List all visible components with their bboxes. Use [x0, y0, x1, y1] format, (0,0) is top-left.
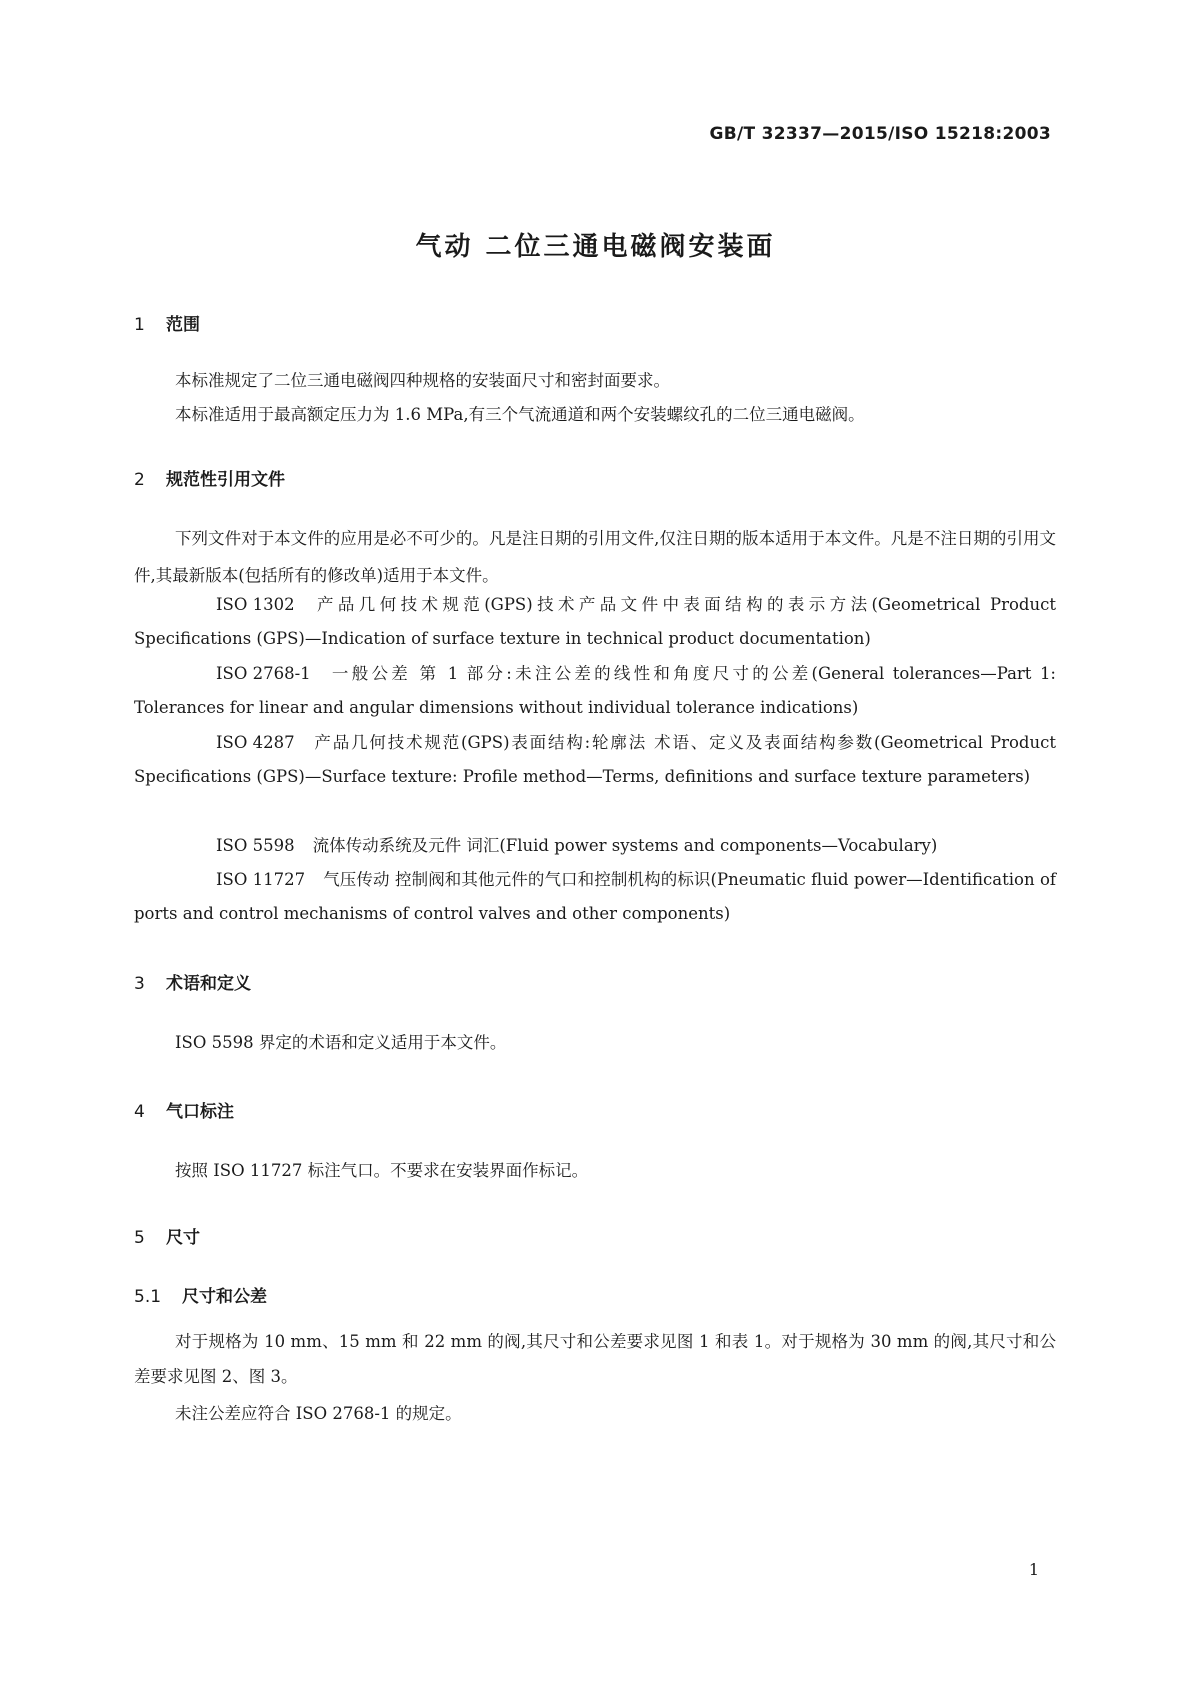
reference-code: ISO 4287: [216, 733, 295, 752]
section-1-paragraph-1: 本标准规定了二位三通电磁阀四种规格的安装面尺寸和密封面要求。: [175, 371, 670, 390]
section-5-1-paragraph-2: 未注公差应符合 ISO 2768-1 的规定。: [175, 1404, 462, 1423]
section-title: 尺寸: [166, 1228, 200, 1248]
section-2-heading: [134, 465, 285, 490]
section-4-heading: [134, 1097, 234, 1122]
section-5-1-paragraph-1: 对于规格为 10 mm、15 mm 和 22 mm 的阀,其尺寸和公差要求见图 1 和表 1。对于规格为 30 mm 的阀,其尺寸和公差要求见图 2、图 3。: [134, 1332, 1056, 1386]
reference-code: ISO 5598: [216, 836, 295, 855]
section-number: 4: [134, 1102, 145, 1122]
page-number: 1: [1028, 1560, 1039, 1579]
reference-iso-4287: [134, 726, 1056, 794]
reference-iso-11727: [134, 863, 1056, 931]
section-title: 术语和定义: [166, 974, 251, 994]
standard-code: GB/T 32337—2015/ISO 15218:2003: [709, 124, 1051, 144]
reference-text: 一般公差 第 1 部分:未注公差的线性和角度尺寸的公差(General tolerances—Part 1: Tolerances for linear and angular dimensions without individual tolerance indications): [134, 664, 1056, 717]
section-number: 1: [134, 315, 145, 335]
section-5-heading: [134, 1223, 200, 1248]
reference-iso-1302: [134, 588, 1056, 656]
document-title: 气动 二位三通电磁阀安装面: [415, 232, 776, 262]
section-2-intro: 下列文件对于本文件的应用是必不可少的。凡是注日期的引用文件,仅注日期的版本适用于本文件。凡是不注日期的引用文件,其最新版本(包括所有的修改单)适用于本文件。: [134, 529, 1056, 585]
section-5-1-heading: [134, 1282, 267, 1307]
section-3-text: ISO 5598 界定的术语和定义适用于本文件。: [175, 1033, 507, 1052]
reference-iso-5598: [134, 829, 1056, 863]
section-1-paragraph-2: 本标准适用于最高额定压力为 1.6 MPa,有三个气流通道和两个安装螺纹孔的二位三通电磁阀。: [175, 405, 865, 424]
section-3-heading: [134, 969, 251, 994]
section-title: 范围: [166, 315, 200, 335]
reference-text: 流体传动系统及元件 词汇(Fluid power systems and components—Vocabulary): [312, 836, 938, 855]
reference-code: ISO 1302: [216, 595, 295, 614]
section-4-text: 按照 ISO 11727 标注气口。不要求在安装界面作标记。: [175, 1161, 589, 1180]
reference-iso-2768-1: [134, 657, 1056, 725]
reference-code: ISO 11727: [216, 870, 306, 889]
section-number: 5: [134, 1228, 145, 1248]
section-title: 气口标注: [166, 1102, 234, 1122]
reference-text: 气压传动 控制阀和其他元件的气口和控制机构的标识(Pneumatic fluid power—Identification of ports and control mechanisms of control valves and other components): [134, 870, 1056, 923]
section-number: 3: [134, 974, 145, 994]
reference-code: ISO 2768-1: [216, 664, 311, 683]
section-number: 2: [134, 470, 145, 490]
section-number: 5.1: [134, 1287, 162, 1307]
section-1-heading: [134, 310, 200, 335]
section-title: 规范性引用文件: [166, 470, 285, 490]
reference-text: 产品几何技术规范(GPS)技术产品文件中表面结构的表示方法(Geometrical Product Specifications (GPS)—Indication of surface texture in technical product documentation): [134, 595, 1056, 648]
reference-text: 产品几何技术规范(GPS)表面结构:轮廓法 术语、定义及表面结构参数(Geometrical Product Specifications (GPS)—Surface texture: Profile method—Terms, definitions and surface texture parameters): [134, 733, 1056, 786]
section-title: 尺寸和公差: [182, 1287, 267, 1307]
